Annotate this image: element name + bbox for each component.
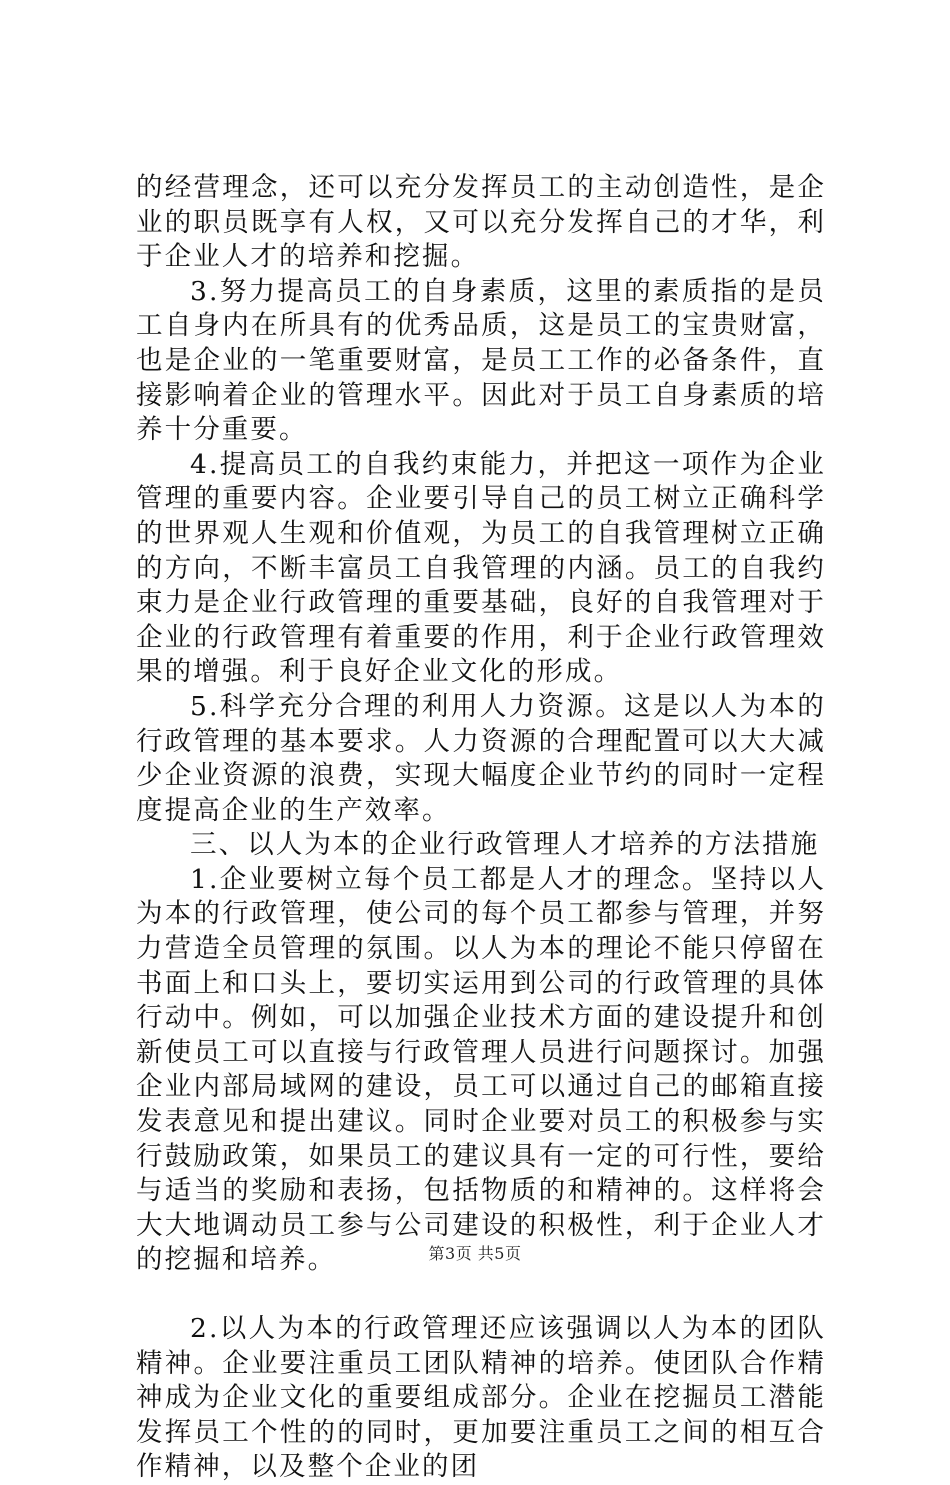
paragraph-item-3: 3.努力提高员工的自身素质，这里的素质指的是员工自身内在所具有的优秀品质，这是员工的宝贵财富，也是企业的一笔重要财富，是员工工作的必备条件，直接影响着企业的管理水平。因此对于员工自身素质的培养十分重要。 — [136, 275, 826, 446]
paragraph-item-5: 5.科学充分合理的利用人力资源。这是以人为本的行政管理的基本要求。人力资源的合理配置可以大大减少企业资源的浪费，实现大幅度企业节约的同时一定程度提高企业的生产效率。 — [136, 690, 826, 826]
paragraph-measure-1: 1.企业要树立每个员工都是人才的理念。坚持以人为本的行政管理，使公司的每个员工都参与管理，并努力营造全员管理的氛围。以人为本的理论不能只停留在书面上和口头上，要切实运用到公司的行政管理的具体行动中。例如，可以加强企业技术方面的建设提升和创新使员工可以直接与行政管理人员进行问题探讨。加强企业内部局域网的建设，员工可以通过自己的邮箱直接发表意见和提出建议。同时企业要对员工的积极参与实行鼓励政策，如果员工的建议具有一定的可行性，要给与适当的奖励和表扬，包括物质的和精神的。这样将会大大地调动员工参与公司建设的积极性，利于企业人才的挖掘和培养。 — [136, 863, 826, 1276]
page-number-footer: 第3页 共5页 — [428, 1244, 522, 1263]
paragraph-gap — [136, 1278, 826, 1312]
paragraph-measure-2: 2.以人为本的行政管理还应该强调以人为本的团队精神。企业要注重员工团队精神的培养。使团队合作精神成为企业文化的重要组成部分。企业在挖掘员工潜能发挥员工个性的的同时，更加要注重员工之间的相互合作精神，以及整个企业的团 — [136, 1313, 826, 1483]
section-heading: 三、以人为本的企业行政管理人才培养的方法措施 — [190, 829, 820, 861]
paragraph-continuation: 的经营理念，还可以充分发挥员工的主动创造性，是企业的职员既享有人权，又可以充分发挥自己的才华，利于企业人才的培养和挖掘。 — [136, 172, 826, 273]
paragraph-item-4: 4.提高员工的自我约束能力，并把这一项作为企业管理的重要内容。企业要引导自己的员工树立正确科学的世界观人生观和价值观，为员工的自我管理树立正确的方向，不断丰富员工自我管理的内涵。员工的自我约束力是企业行政管理的重要基础，良好的自我管理对于企业的行政管理有着重要的作用，利于企业行政管理效果的增强。利于良好企业文化的形成。 — [136, 448, 826, 688]
body-text — [136, 171, 826, 1485]
